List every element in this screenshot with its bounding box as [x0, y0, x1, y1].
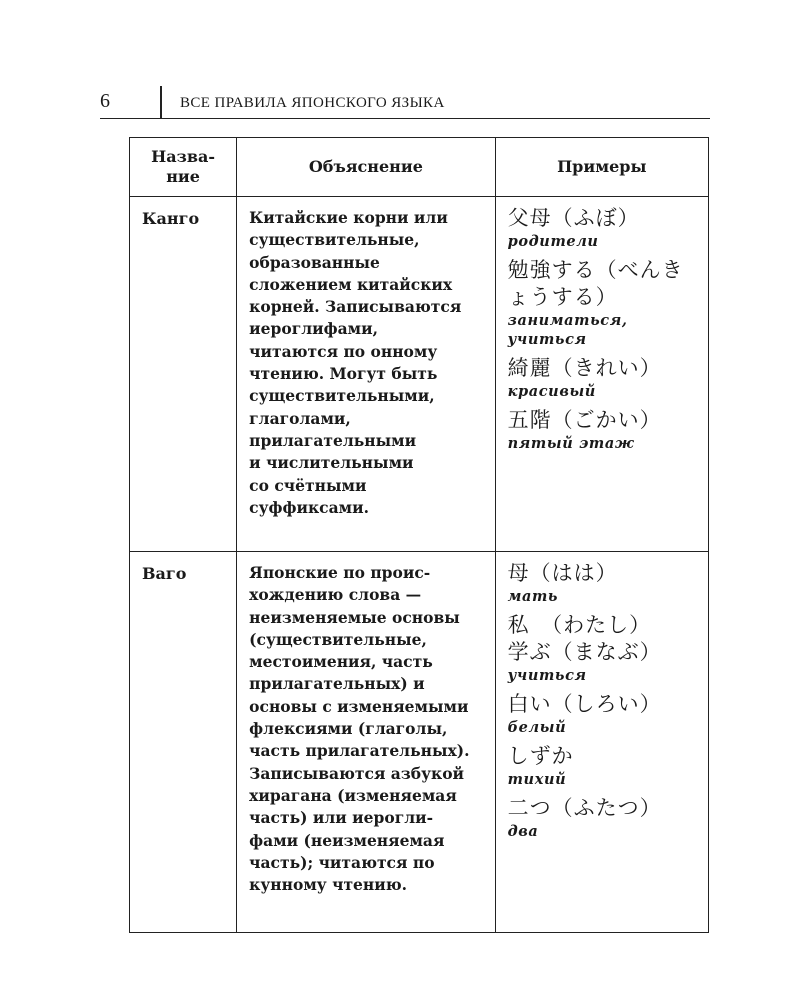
example-translation: тихий: [507, 771, 567, 788]
example-translation: два: [507, 823, 539, 840]
example-japanese: 綺麗（きれい）: [507, 356, 662, 380]
example-japanese: 二つ（ふたつ）: [507, 796, 662, 820]
example-translation: заниматься, учиться: [507, 312, 628, 348]
example-item: [508, 407, 700, 453]
column-header-examples: Примеры: [495, 138, 708, 197]
example-japanese: 白い（しろい）: [507, 692, 662, 716]
table-row: [130, 197, 709, 552]
example-translation: родители: [507, 233, 599, 250]
running-header: [100, 86, 710, 119]
example-japanese: 母（はは）: [507, 561, 618, 585]
example-translation: мать: [507, 588, 559, 605]
example-japanese: しずか: [507, 744, 574, 768]
column-header-name: Назва- ние: [130, 138, 237, 197]
rules-table: [129, 137, 709, 933]
page-number: 6: [100, 90, 110, 112]
example-translation: красивый: [507, 383, 596, 400]
example-item: [508, 691, 700, 737]
row-examples: [495, 552, 708, 933]
example-item: [508, 795, 700, 841]
row-explanation: Японские по проис- хождению слова — неизменяемые основы (существительные, местоимения, часть прилагательных) и основы с изменяемыми флексиями (глаголы, часть прилагательных). Записываются азбукой хирагана (изменяемая часть) или иерогли- фами (неизменяемая часть); читаются по кунному чтению.: [237, 552, 495, 933]
example-item: [508, 560, 700, 606]
example-item: [508, 205, 700, 251]
row-name: Канго: [130, 197, 237, 552]
book-title: ВСЕ ПРАВИЛА ЯПОНСКОГО ЯЗЫКА: [180, 95, 445, 111]
header-divider: [160, 86, 162, 118]
column-header-explanation: Объяснение: [237, 138, 495, 197]
example-japanese: 父母（ふぼ）: [507, 206, 640, 230]
table-row: [130, 552, 709, 933]
example-japanese: 勉強する（べんきょうする）: [507, 258, 684, 309]
example-translation: пятый этаж: [507, 435, 635, 452]
example-item: [508, 355, 700, 401]
example-translation: учиться: [507, 667, 587, 684]
example-translation: белый: [507, 719, 567, 736]
row-explanation: Китайские корни или существительные, образованные сложением китайских корней. Записываются иероглифами, читаются по онному чтению. Могут быть существительными, глаголами, прилагательными и числительными со счётными суффиксами.: [237, 197, 495, 552]
example-item: [508, 743, 700, 789]
example-item: [508, 612, 700, 685]
table-header-row: [130, 138, 709, 197]
example-japanese: 五階（ごかい）: [507, 408, 662, 432]
example-japanese: 私 （わたし） 学ぶ（まなぶ）: [507, 613, 662, 664]
row-examples: [495, 197, 708, 552]
example-item: [508, 257, 700, 349]
row-name: Ваго: [130, 552, 237, 933]
